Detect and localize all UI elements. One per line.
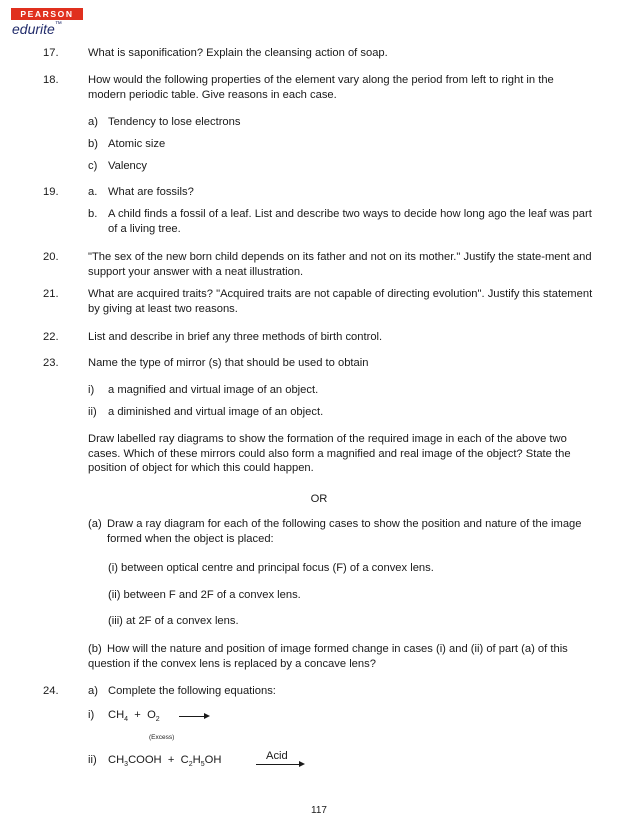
question-number: 23. (43, 357, 59, 369)
reaction-condition: Acid (266, 750, 288, 762)
equation-label: i) (88, 709, 95, 721)
question-paragraph: Draw a ray diagram for each of the following cases to show the position and nature of the image formed when the object is placed: (107, 518, 582, 545)
question-text: List and describe in brief any three methods of birth control. (88, 331, 383, 343)
part-label: (b) (88, 643, 102, 655)
list-item: i) a magnified and virtual image of an object. (88, 384, 319, 396)
list-item: a. What are fossils? (88, 186, 194, 198)
page-number: 117 (311, 805, 327, 816)
list-item: c) Valency (88, 160, 147, 172)
list-item: (i) between optical centre and principal focus (F) of a convex lens. (108, 562, 434, 574)
arrow-head-icon (204, 713, 210, 719)
question-number: 18. (43, 74, 59, 86)
part-label: (a) (88, 518, 102, 530)
list-item: A child finds a fossil of a leaf. List and describe two ways to decide how long ago the leaf was part of a living tree. (108, 208, 592, 235)
list-item: ii) a diminished and virtual image of an object. (88, 406, 324, 418)
edurite-logo: edurite™ (12, 21, 62, 37)
arrow-head-icon (299, 761, 305, 767)
list-item: a) Complete the following equations: (88, 685, 276, 697)
question-number: 24. (43, 685, 59, 697)
list-item: (ii) between F and 2F of a convex lens. (108, 589, 301, 601)
question-paragraph: Draw labelled ray diagrams to show the formation of the required image in each of the above two cases. Which of these mirrors could also form a magnified and real image of the object? State the position of object for which this could happen. (88, 433, 571, 474)
question-paragraph: How will the nature and position of image formed change in cases (i) and (ii) of part (a) of this question if the convex lens is replaced by a concave lens? (88, 643, 568, 670)
question-text: How would the following properties of the element vary along the period from left to right in the modern periodic table. Give reasons in each case. (88, 74, 554, 101)
question-number: 22. (43, 331, 59, 343)
question-number: 20. (43, 251, 59, 263)
question-number: 17. (43, 47, 59, 59)
question-number: 21. (43, 288, 59, 300)
list-item-label: b. (88, 208, 98, 220)
list-item: b) Atomic size (88, 138, 166, 150)
question-text: What is saponification? Explain the cleansing action of soap. (88, 47, 388, 59)
reaction-arrow (179, 716, 206, 717)
question-text: What are acquired traits? "Acquired traits are not capable of directing evolution". Justify this statement by giving at least two reasons. (88, 288, 593, 315)
equation-label: ii) (88, 754, 97, 766)
equation-note: (Excess) (149, 734, 175, 741)
or-separator: OR (310, 493, 328, 505)
pearson-logo: PEARSON (11, 8, 83, 20)
list-item: (iii) at 2F of a convex lens. (108, 615, 239, 627)
question-number: 19. (43, 186, 59, 198)
question-text: "The sex of the new born child depends on its father and not on its mother." Justify the state-ment and support your answer with a neat illustration. (88, 251, 592, 278)
equation: $CH_4 + O_2$ (108, 709, 160, 724)
question-text: Name the type of mirror (s) that should be used to obtain (88, 357, 369, 369)
list-item: a) Tendency to lose electrons (88, 116, 241, 128)
equation: $CH_3COOH + C_2H_5OH$ (108, 754, 222, 769)
reaction-arrow (256, 764, 301, 765)
